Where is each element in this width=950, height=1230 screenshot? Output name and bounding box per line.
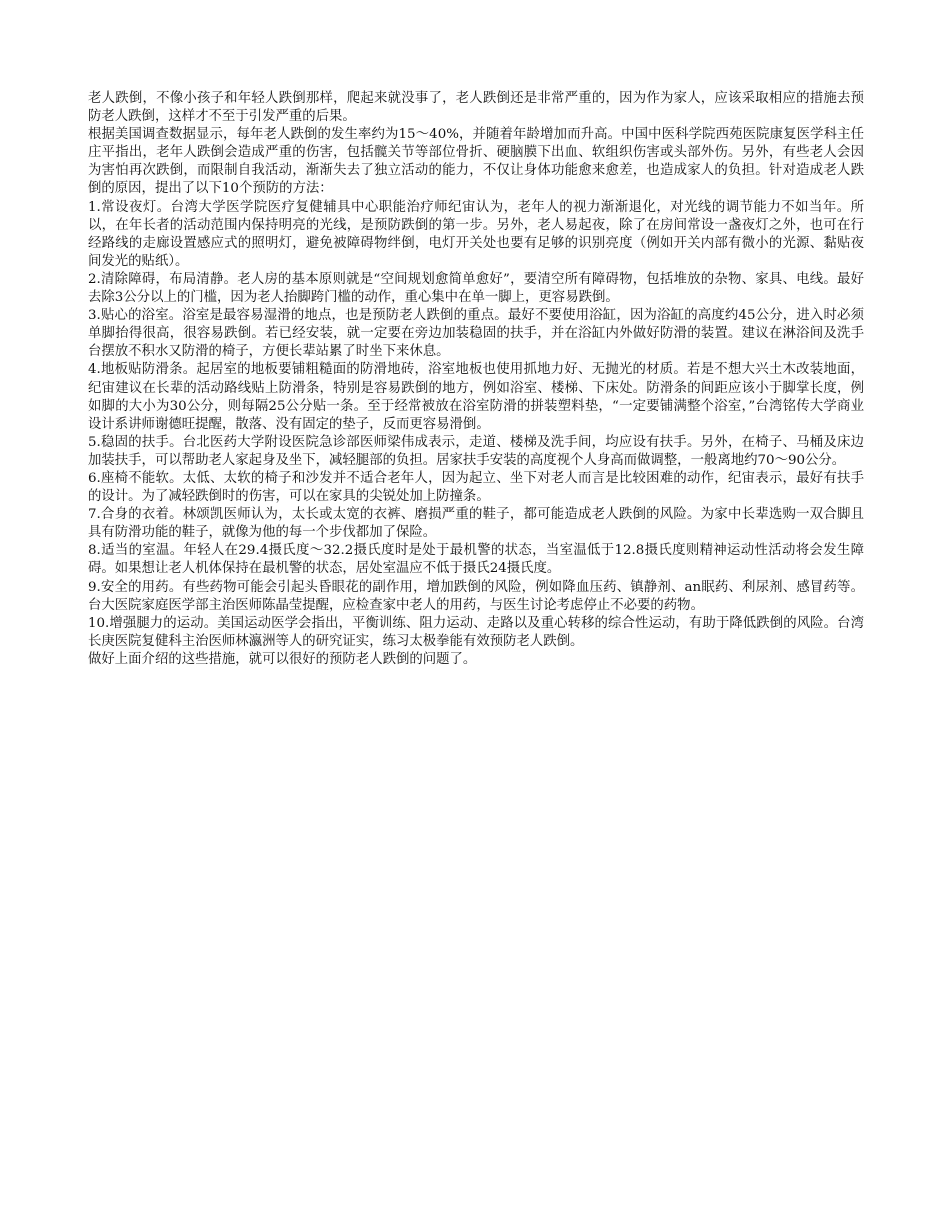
method-7-paragraph: 7.合身的衣着。林颂凯医师认为，太长或太宽的衣裤、磨损严重的鞋子，都可能造成老人跌倒的风险。为家中长辈选购一双合脚且具有防滑功能的鞋子，就像为他的每一个步伐都加了保险。	[88, 507, 864, 541]
conclusion-paragraph: 做好上面介绍的这些措施，就可以很好的预防老人跌倒的问题了。	[88, 651, 477, 667]
method-8-paragraph: 8.适当的室温。年轻人在29.4摄氏度～32.2摄氏度时是处于最机警的状态，当室温低于12.8摄氏度则精神运动性活动将会发生障碍。如果想让老人机体保持在最机警的状态，居处室温应不低于摄氏24摄氏度。	[88, 543, 864, 577]
background-paragraph: 根据美国调查数据显示，每年老人跌倒的发生率约为15～40%，并随着年龄增加而升高。中国中医科学院西苑医院康复医学科主任庄平指出，老年人跌倒会造成严重的伤害，包括髋关节等部位骨折、硬脑膜下出血、软组织伤害或头部外伤。另外，有些老人会因为害怕再次跌倒，而限制自我活动，渐渐失去了独立活动的能力，不仅让身体功能愈来愈差，也造成家人的负担。针对造成老人跌倒的原因，提出了以下10个预防的方法：	[88, 127, 864, 197]
intro-paragraph: 老人跌倒，不像小孩子和年轻人跌倒那样，爬起来就没事了，老人跌倒还是非常严重的，因为作为家人，应该采取相应的措施去预防老人跌倒，这样才不至于引发严重的后果。	[88, 91, 864, 125]
method-3-paragraph: 3.贴心的浴室。浴室是最容易湿滑的地点，也是预防老人跌倒的重点。最好不要使用浴缸，因为浴缸的高度约45公分，进入时必须单脚抬得很高，很容易跌倒。若已经安装，就一定要在旁边加装稳固的扶手，并在浴缸内外做好防滑的装置。建议在淋浴间及洗手台摆放不积水又防滑的椅子，方便长辈站累了时坐下来休息。	[88, 308, 864, 360]
method-6-paragraph: 6.座椅不能软。太低、太软的椅子和沙发并不适合老年人，因为起立、坐下对老人而言是比较困难的动作，纪宙表示，最好有扶手的设计。为了减轻跌倒时的伤害，可以在家具的尖锐处加上防撞条。	[88, 470, 864, 505]
method-10-paragraph: 10.增强腿力的运动。美国运动医学会指出，平衡训练、阻力运动、走路以及重心转移的综合性运动，有助于降低跌倒的风险。台湾长庚医院复健科主治医师林瀛洲等人的研究证实，练习太极拳能有效预防老人跌倒。	[88, 615, 864, 649]
method-5-paragraph: 5.稳固的扶手。台北医药大学附设医院急诊部医师梁伟成表示，走道、楼梯及洗手间，均应设有扶手。另外，在椅子、马桶及床边加装扶手，可以帮助老人家起身及坐下，减轻腿部的负担。居家扶手安装的高度视个人身高而做调整，一般离地约70～90公分。	[88, 434, 864, 468]
document-body	[88, 90, 864, 669]
method-2-paragraph: 2.清除障碍，布局清静。老人房的基本原则就是“空间规划愈简单愈好”，要清空所有障碍物，包括堆放的杂物、家具、电线。最好去除3公分以上的门槛，因为老人抬脚跨门槛的动作，重心集中在单一脚上，更容易跌倒。	[88, 271, 864, 306]
method-1-paragraph: 1.常设夜灯。台湾大学医学院医疗复健辅具中心职能治疗师纪宙认为，老年人的视力渐渐退化，对光线的调节能力不如当年。所以，在年长者的活动范围内保持明亮的光线，是预防跌倒的第一步。另外，老人易起夜，除了在房间常设一盏夜灯之外，也可在行经路线的走廊设置感应式的照明灯，避免被障碍物绊倒，电灯开关处也要有足够的识别亮度（例如开关内部有微小的光源、黏贴夜间发光的贴纸）。	[88, 199, 864, 269]
method-9-paragraph: 9.安全的用药。有些药物可能会引起头昏眼花的副作用，增加跌倒的风险，例如降血压药、镇静剂、an眠药、利尿剂、感冒药等。台大医院家庭医学部主治医师陈晶莹提醒，应检查家中老人的用药，与医生讨论考虑停止不必要的药物。	[88, 579, 864, 613]
method-4-paragraph: 4.地板贴防滑条。起居室的地板要铺粗糙面的防滑地砖，浴室地板也使用抓地力好、无抛光的材质。若是不想大兴土木改装地面，纪宙建议在长辈的活动路线贴上防滑条，特别是容易跌倒的地方，例如浴室、楼梯、下床处。防滑条的间距应该小于脚掌长度，例如脚的大小为30公分，则每隔25公分贴一条。至于经常被放在浴室防滑的拼装塑料垫，“一定要铺满整个浴室，”台湾铭传大学商业设计系讲师谢德旺提醒，散落、没有固定的垫子，反而更容易滑倒。	[88, 362, 864, 432]
